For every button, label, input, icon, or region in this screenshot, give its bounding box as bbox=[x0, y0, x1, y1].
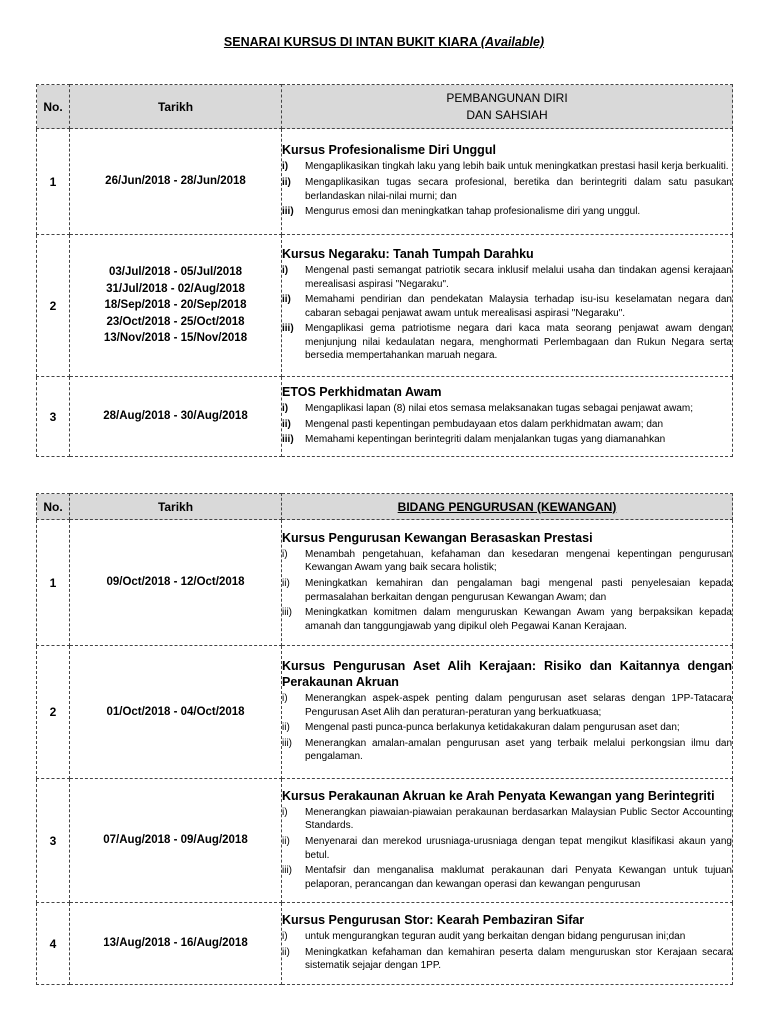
item-text: untuk mengurangkan teguran audit yang berkaitan dengan bidang pengurusan ini;dan bbox=[305, 931, 686, 943]
objective-list bbox=[282, 264, 732, 363]
item-text: Mengaplikasi gema patriotisme negara dari kaca mata seorang penjawat awam dengan menjunjung nilai kedaulatan negara, menghormati Perlembagaan dan Rukun Negara serta bersedia mempertahankan maruah negara. bbox=[305, 323, 732, 362]
date-range: 07/Aug/2018 - 09/Aug/2018 bbox=[103, 834, 248, 847]
item-number: i) bbox=[282, 403, 289, 415]
objective-list bbox=[282, 692, 732, 764]
row-number: 1 bbox=[37, 520, 70, 646]
course-cell bbox=[282, 903, 733, 985]
course-title: ETOS Perkhidmatan Awam bbox=[282, 385, 442, 400]
list-item bbox=[282, 692, 732, 719]
item-number: ii) bbox=[282, 722, 290, 734]
row-number: 4 bbox=[37, 903, 70, 985]
course-title: Kursus Negaraku: Tanah Tumpah Darahku bbox=[282, 246, 534, 261]
list-item bbox=[282, 806, 732, 833]
list-item bbox=[282, 721, 732, 735]
row-number: 3 bbox=[37, 377, 70, 457]
course-title: Kursus Pengurusan Kewangan Berasaskan Prestasi bbox=[282, 530, 593, 545]
item-number: i) bbox=[282, 548, 288, 560]
item-number: i) bbox=[282, 693, 288, 705]
item-number: iii) bbox=[282, 323, 294, 335]
header-no: No. bbox=[37, 85, 70, 129]
table-header-row bbox=[37, 494, 733, 520]
objective-list bbox=[282, 160, 732, 218]
item-number: i) bbox=[282, 931, 288, 943]
item-number: ii) bbox=[282, 835, 290, 847]
row-number: 3 bbox=[37, 779, 70, 903]
item-number: iii) bbox=[282, 737, 292, 749]
course-cell bbox=[282, 129, 733, 235]
header-tarikh: Tarikh bbox=[70, 85, 282, 129]
item-text: Memahami pendirian dan pendekatan Malaysia terhadap isu-isu keselamatan negara dan cabaran sebagai penjawat awam untuk merealisasi aspirasi "Negaraku". bbox=[305, 294, 732, 319]
item-number: ii) bbox=[282, 294, 291, 306]
date-range: 13/Nov/2018 - 15/Nov/2018 bbox=[103, 332, 248, 345]
item-number: iii) bbox=[282, 206, 294, 218]
item-number: iii) bbox=[282, 607, 292, 619]
header-bidang-line2: DAN SAHSIAH bbox=[466, 107, 548, 122]
course-cell bbox=[282, 235, 733, 377]
table-row bbox=[37, 520, 733, 646]
list-item bbox=[282, 606, 732, 633]
table-row bbox=[37, 235, 733, 377]
course-cell bbox=[282, 646, 733, 779]
course-title: Kursus Pengurusan Aset Alih Kerajaan: Risiko dan Kaitannya dengan Perakaunan Akruan bbox=[282, 659, 732, 690]
date-range: 31/Jul/2018 - 02/Aug/2018 bbox=[106, 282, 245, 295]
header-no: No. bbox=[37, 494, 70, 520]
item-text: Menerangkan piawaian-piawaian perakaunan berdasarkan Malaysian Public Sector Accounting Standards. bbox=[305, 806, 732, 832]
header-bidang-label: BIDANG PENGURUSAN (KEWANGAN) bbox=[397, 499, 617, 514]
course-title: Kursus Pengurusan Stor: Kearah Pembaziran Sifar bbox=[282, 913, 585, 928]
date-range: 23/Oct/2018 - 25/Oct/2018 bbox=[106, 315, 245, 328]
table-header-row bbox=[37, 85, 733, 129]
course-table-pembangunan-diri bbox=[36, 84, 733, 457]
table-row bbox=[37, 129, 733, 235]
row-dates bbox=[70, 646, 282, 779]
row-dates bbox=[70, 377, 282, 457]
table-row bbox=[37, 646, 733, 779]
list-item bbox=[282, 548, 732, 575]
date-range: 01/Oct/2018 - 04/Oct/2018 bbox=[106, 705, 245, 718]
item-text: Menyenarai dan merekod urusniaga-urusniaga dengan tepat mengikut klasifikasi akaun yang betul. bbox=[305, 835, 732, 861]
objective-list bbox=[282, 930, 732, 973]
item-text: Meningkatkan komitmen dalam menguruskan Kewangan Awam yang berpaksikan kepada amanah dan tanggungjawab yang dipikul oleh Pegawai Kanan Kerajaan. bbox=[305, 607, 732, 632]
list-item bbox=[282, 835, 732, 862]
objective-list bbox=[282, 548, 732, 634]
item-number: ii) bbox=[282, 418, 291, 430]
item-text: Mengaplikasikan tingkah laku yang lebih baik untuk meningkatkan prestasi hasil kerja berkualiti. bbox=[305, 161, 729, 173]
page-title bbox=[0, 35, 768, 49]
course-cell bbox=[282, 377, 733, 457]
objective-list bbox=[282, 402, 732, 447]
list-item bbox=[282, 946, 732, 973]
list-item bbox=[282, 402, 732, 416]
header-bidang bbox=[282, 494, 733, 520]
objective-list bbox=[282, 806, 732, 892]
date-range: 09/Oct/2018 - 12/Oct/2018 bbox=[106, 576, 245, 589]
item-number: iii) bbox=[282, 434, 294, 446]
course-title: Kursus Perakaunan Akruan ke Arah Penyata Kewangan yang Berintegriti bbox=[282, 788, 715, 803]
item-text: Mengurus emosi dan meningkatkan tahap profesionalisme diri yang unggul. bbox=[305, 206, 641, 218]
header-bidang bbox=[282, 85, 733, 129]
list-item bbox=[282, 737, 732, 764]
item-text: Mengenal pasti semangat patriotik secara inklusif melalui usaha dan tindakan agensi kerajaan merealisasi aspirasi "Negaraku". bbox=[305, 264, 732, 290]
row-dates bbox=[70, 129, 282, 235]
list-item bbox=[282, 418, 732, 432]
table-row bbox=[37, 779, 733, 903]
course-title: Kursus Profesionalisme Diri Unggul bbox=[282, 143, 496, 158]
item-number: ii) bbox=[282, 577, 290, 589]
item-text: Mentafsir dan menganalisa maklumat perakaunan dari Penyata Kewangan untuk tujuan pelaporan, perancangan dan kewangan operasi dan kewangan pengurusan bbox=[305, 865, 732, 890]
list-item bbox=[282, 264, 732, 291]
item-text: Memahami kepentingan berintegriti dalam menjalankan tugas yang diamanahkan bbox=[305, 434, 666, 446]
header-tarikh: Tarikh bbox=[70, 494, 282, 520]
list-item bbox=[282, 176, 732, 203]
row-dates bbox=[70, 235, 282, 377]
item-text: Meningkatkan kefahaman dan kemahiran peserta dalam menguruskan stor Kerajaan secara sistematik sejajar dengan 1PP. bbox=[305, 946, 732, 972]
course-cell bbox=[282, 779, 733, 903]
date-range: 28/Aug/2018 - 30/Aug/2018 bbox=[103, 410, 248, 423]
item-number: i) bbox=[282, 264, 289, 276]
item-text: Mengaplikasi lapan (8) nilai etos semasa melaksanakan tugas sebagai penjawat awam; bbox=[305, 403, 693, 415]
table-row bbox=[37, 377, 733, 457]
list-item bbox=[282, 577, 732, 604]
item-text: Mengenal pasti punca-punca berlakunya ketidakakuran dalam pengurusan aset dan; bbox=[305, 722, 680, 734]
list-item bbox=[282, 930, 732, 944]
item-text: Mengenal pasti kepentingan pembudayaan etos dalam perkhidmatan awam; dan bbox=[305, 418, 664, 430]
list-item bbox=[282, 864, 732, 891]
item-text: Menerangkan amalan-amalan pengurusan aset yang terbaik melalui perkongsian ilmu dan pengalaman. bbox=[305, 737, 732, 763]
row-number: 1 bbox=[37, 129, 70, 235]
item-text: Menerangkan aspek-aspek penting dalam pengurusan aset selaras dengan 1PP-Tatacara Pengurusan Aset Alih dan peraturan-peraturan yang berkuatkuasa; bbox=[305, 693, 732, 718]
date-range: 13/Aug/2018 - 16/Aug/2018 bbox=[103, 937, 248, 950]
item-number: ii) bbox=[282, 176, 291, 188]
list-item bbox=[282, 433, 732, 447]
date-range: 03/Jul/2018 - 05/Jul/2018 bbox=[109, 266, 242, 279]
item-text: Meningkatkan kemahiran dan pengalaman bagi mengenal pasti penyelesaian kepada permasalahan berkaitan dengan pengurusan Kewangan Awam; dan bbox=[305, 577, 732, 603]
item-number: iii) bbox=[282, 865, 292, 877]
item-text: Mengaplikasikan tugas secara profesional, beretika dan berintegriti dalam satu pasukan berlandaskan nilai-nilai murni; dan bbox=[305, 176, 732, 202]
item-text: Menambah pengetahuan, kefahaman dan kesedaran mengenai kepentingan pengurusan Kewangan Awam yang baik secara holistik; bbox=[305, 548, 732, 574]
list-item bbox=[282, 160, 732, 174]
row-dates bbox=[70, 903, 282, 985]
list-item bbox=[282, 322, 732, 363]
date-range: 26/Jun/2018 - 28/Jun/2018 bbox=[105, 175, 246, 188]
item-number: i) bbox=[282, 806, 288, 818]
list-item bbox=[282, 205, 732, 219]
course-cell bbox=[282, 520, 733, 646]
item-number: ii) bbox=[282, 946, 290, 958]
table-row bbox=[37, 903, 733, 985]
page-title-main: SENARAI KURSUS DI INTAN BUKIT KIARA bbox=[223, 35, 481, 49]
row-number: 2 bbox=[37, 646, 70, 779]
list-item bbox=[282, 293, 732, 320]
row-number: 2 bbox=[37, 235, 70, 377]
row-dates bbox=[70, 520, 282, 646]
header-bidang-line1: PEMBANGUNAN DIRI bbox=[446, 90, 568, 105]
row-dates bbox=[70, 779, 282, 903]
item-number: i) bbox=[282, 161, 289, 173]
date-range: 18/Sep/2018 - 20/Sep/2018 bbox=[104, 299, 247, 312]
course-table-pengurusan-kewangan bbox=[36, 493, 733, 985]
page-title-note: (Available) bbox=[480, 35, 545, 49]
